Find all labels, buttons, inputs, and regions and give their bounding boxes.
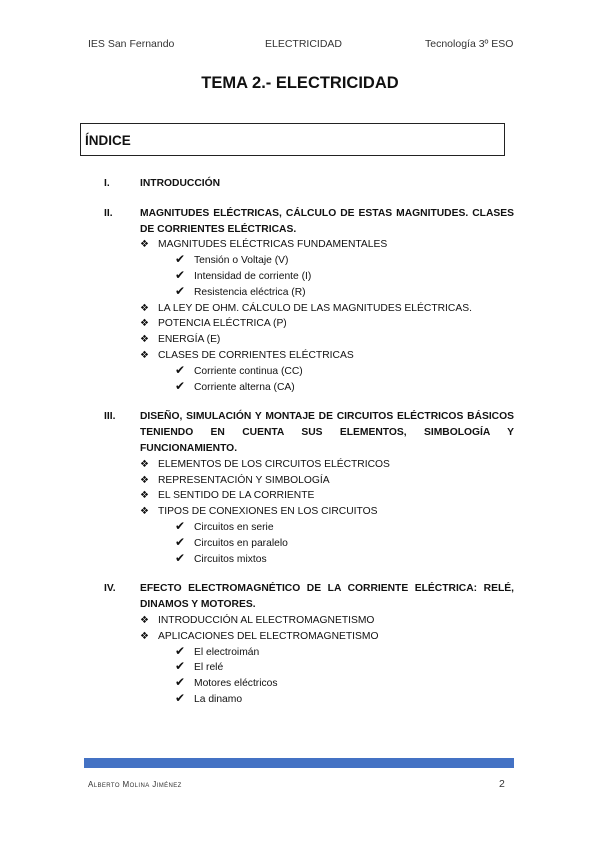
toc-subsubitem <box>175 690 600 708</box>
checkmark-icon: ✔ <box>175 659 186 674</box>
diamond-bullet-icon: ❖ <box>140 458 149 470</box>
header-school: IES San Fernando <box>88 38 175 50</box>
table-of-contents <box>0 176 600 722</box>
diamond-bullet-icon: ❖ <box>140 239 149 251</box>
checkmark-icon: ✔ <box>175 267 186 282</box>
diamond-bullet-icon: ❖ <box>140 490 149 502</box>
checkmark-icon: ✔ <box>175 362 186 377</box>
toc-subitem <box>140 629 600 645</box>
subsubitem-label: Corriente alterna (CA) <box>194 381 295 393</box>
subitem-label: REPRESENTACIÓN Y SIMBOLOGÍA <box>158 474 330 486</box>
subitem-label: INTRODUCCIÓN AL ELECTROMAGNETISMO <box>158 614 375 626</box>
subitem-label: POTENCIA ELÉCTRICA (P) <box>158 318 287 330</box>
subsubitem-label: Circuitos en paralelo <box>194 537 288 549</box>
toc-subitem <box>140 237 600 253</box>
toc-subsubitem <box>175 550 600 568</box>
toc-subitem <box>140 613 600 629</box>
toc-subsubitem <box>175 534 600 552</box>
subsubitem-label: Corriente continua (CC) <box>194 365 303 377</box>
toc-subsubitem <box>175 675 600 692</box>
section-number: IV. <box>104 583 116 595</box>
subitem-label: LA LEY DE OHM. CÁLCULO DE LAS MAGNITUDES ELÉCTRICAS. <box>158 302 472 314</box>
checkmark-icon: ✔ <box>175 283 186 298</box>
header-subject: ELECTRICIDAD <box>265 38 343 50</box>
section-title: INTRODUCCIÓN <box>140 178 221 189</box>
footer-author: Alberto Molina Jiménez <box>88 780 182 789</box>
checkmark-icon: ✔ <box>175 518 186 533</box>
diamond-bullet-icon: ❖ <box>140 334 149 346</box>
diamond-bullet-icon: ❖ <box>140 474 149 486</box>
subitem-label: EL SENTIDO DE LA CORRIENTE <box>158 490 315 502</box>
toc-subitem <box>140 504 600 520</box>
section-number: III. <box>104 411 116 423</box>
checkmark-icon: ✔ <box>175 534 186 549</box>
section-title: MAGNITUDES ELÉCTRICAS, CÁLCULO DE ESTAS MAGNITUDES. CLASES DE CORRIENTES ELÉCTRICAS. <box>140 207 514 235</box>
toc-section <box>0 176 600 192</box>
toc-subsubitem <box>175 518 600 536</box>
subsubitem-label: Tensión o Voltaje (V) <box>194 255 289 267</box>
index-label: ÍNDICE <box>85 133 131 148</box>
toc-subsubitem <box>175 643 600 661</box>
footer-bar <box>84 758 514 768</box>
subitem-label: ENERGÍA (E) <box>158 334 221 346</box>
diamond-bullet-icon: ❖ <box>140 302 149 314</box>
diamond-bullet-icon: ❖ <box>140 318 149 330</box>
checkmark-icon: ✔ <box>175 675 186 690</box>
page-title: TEMA 2.- ELECTRICIDAD <box>201 74 399 92</box>
subsubitem-label: Intensidad de corriente (I) <box>194 270 312 282</box>
toc-section <box>0 409 600 567</box>
toc-subsubitem <box>175 362 600 380</box>
section-number: II. <box>104 207 113 219</box>
checkmark-icon: ✔ <box>175 643 186 658</box>
subsubitem-label: Circuitos en serie <box>194 521 274 533</box>
toc-subitem <box>140 332 600 348</box>
toc-subitem <box>140 348 600 364</box>
subsubitem-label: Circuitos mixtos <box>194 553 267 565</box>
checkmark-icon: ✔ <box>175 252 186 267</box>
page-number: 2 <box>499 778 505 790</box>
header-course: Tecnología 3º ESO <box>425 38 514 50</box>
subitem-label: CLASES DE CORRIENTES ELÉCTRICAS <box>158 349 354 361</box>
section-title: EFECTO ELECTROMAGNÉTICO DE LA CORRIENTE ELÉCTRICA: RELÉ, DINAMOS Y MOTORES. <box>140 583 514 611</box>
diamond-bullet-icon: ❖ <box>140 349 149 361</box>
diamond-bullet-icon: ❖ <box>140 630 149 642</box>
diamond-bullet-icon: ❖ <box>140 614 149 626</box>
toc-subitem <box>140 316 600 332</box>
subsubitem-label: Motores eléctricos <box>194 678 278 690</box>
subitem-label: MAGNITUDES ELÉCTRICAS FUNDAMENTALES <box>158 239 388 251</box>
toc-subsubitem <box>175 252 600 269</box>
subsubitem-label: El relé <box>194 662 224 674</box>
diamond-bullet-icon: ❖ <box>140 506 149 518</box>
subsubitem-label: El electroimán <box>194 646 260 658</box>
subsubitem-label: La dinamo <box>194 693 243 705</box>
section-title: DISEÑO, SIMULACIÓN Y MONTAJE DE CIRCUITOS ELÉCTRICOS BÁSICOS TENIENDO EN CUENTA SUS ELEMENTOS, SIMBOLOGÍA Y FUNCIONAMIENTO. <box>140 411 514 454</box>
subsubitem-label: Resistencia eléctrica (R) <box>194 286 306 298</box>
toc-subitem <box>140 301 600 317</box>
subitem-label: TIPOS DE CONEXIONES EN LOS CIRCUITOS <box>158 506 378 518</box>
subitem-label: ELEMENTOS DE LOS CIRCUITOS ELÉCTRICOS <box>158 458 390 470</box>
toc-subsubitem <box>175 659 600 676</box>
toc-subitem <box>140 457 600 473</box>
toc-subitem <box>140 488 600 504</box>
toc-section <box>0 581 600 707</box>
toc-subitem <box>140 473 600 489</box>
checkmark-icon: ✔ <box>175 378 186 393</box>
toc-subsubitem <box>175 378 600 396</box>
toc-section <box>0 206 600 396</box>
checkmark-icon: ✔ <box>175 690 186 705</box>
subitem-label: APLICACIONES DEL ELECTROMAGNETISMO <box>158 630 379 642</box>
index-box <box>80 123 505 156</box>
toc-subsubitem <box>175 283 600 301</box>
section-number: I. <box>104 178 110 189</box>
checkmark-icon: ✔ <box>175 550 186 565</box>
toc-subsubitem <box>175 267 600 285</box>
